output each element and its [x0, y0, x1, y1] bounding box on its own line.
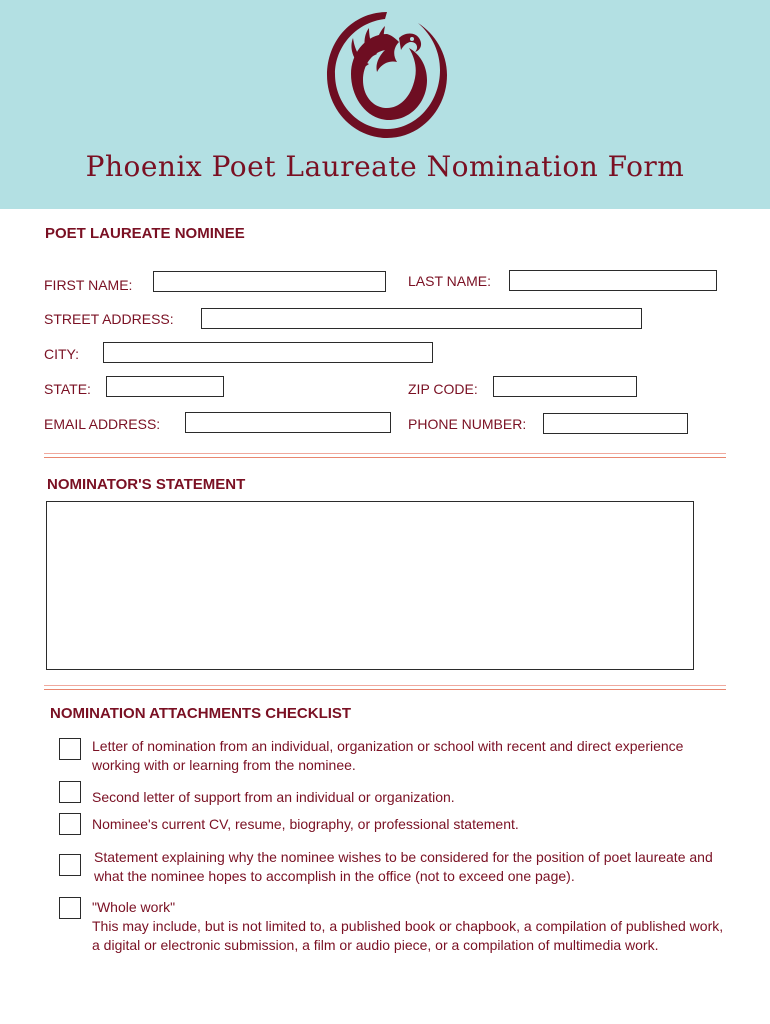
checklist-checkbox-cv[interactable] — [59, 813, 81, 835]
phone-number-field[interactable] — [543, 413, 688, 434]
checklist-checkbox-second-letter[interactable] — [59, 781, 81, 803]
section-divider — [44, 453, 726, 458]
checklist-item-text: Second letter of support from an individual or organization. — [92, 789, 455, 805]
page-title: Phoenix Poet Laureate Nomination Form — [85, 150, 685, 183]
city-field[interactable] — [103, 342, 433, 363]
first-name-label: FIRST NAME: — [44, 277, 133, 293]
checklist-section-heading: NOMINATION ATTACHMENTS CHECKLIST — [50, 705, 352, 722]
checklist-item-text: Statement explaining why the nominee wishes to be considered for the position of poet laureate and what the nominee hopes to accomplish in the office (not to exceed one page). — [94, 849, 713, 884]
city-label: CITY: — [44, 346, 80, 362]
last-name-label: LAST NAME: — [408, 273, 491, 289]
zip-code-field[interactable] — [493, 376, 637, 397]
street-address-field[interactable] — [201, 308, 642, 329]
email-address-field[interactable] — [185, 412, 391, 433]
checklist-item-subtext: This may include, but is not limited to, a published book or chapbook, a compilation of published work, a digital or electronic submission, a film or audio piece, or a compilation of multimedia work. — [92, 918, 724, 953]
phone-number-label: PHONE NUMBER: — [408, 416, 527, 432]
email-address-label: EMAIL ADDRESS: — [44, 416, 161, 432]
nominee-section-heading: POET LAUREATE NOMINEE — [45, 225, 245, 242]
checklist-item-text: "Whole work" — [92, 899, 176, 915]
state-label: STATE: — [44, 381, 91, 397]
zip-code-label: ZIP CODE: — [408, 381, 478, 397]
statement-section-heading: NOMINATOR'S STATEMENT — [47, 476, 246, 493]
checklist-checkbox-whole-work[interactable] — [59, 897, 81, 919]
checklist-item-text: Letter of nomination from an individual, organization or school with recent and direct experience working with or learning from the nominee. — [92, 738, 684, 773]
street-address-label: STREET ADDRESS: — [44, 311, 174, 327]
phoenix-bird-logo-icon — [323, 8, 451, 142]
first-name-field[interactable] — [153, 271, 386, 292]
nominator-statement-input[interactable] — [46, 501, 694, 670]
checklist-item-text: Nominee's current CV, resume, biography, or professional statement. — [92, 816, 519, 832]
checklist-checkbox-statement[interactable] — [59, 854, 81, 876]
section-divider — [44, 685, 726, 690]
form-header — [0, 0, 770, 209]
state-field[interactable] — [106, 376, 224, 397]
last-name-field[interactable] — [509, 270, 717, 291]
checklist-checkbox-letter-of-nomination[interactable] — [59, 738, 81, 760]
